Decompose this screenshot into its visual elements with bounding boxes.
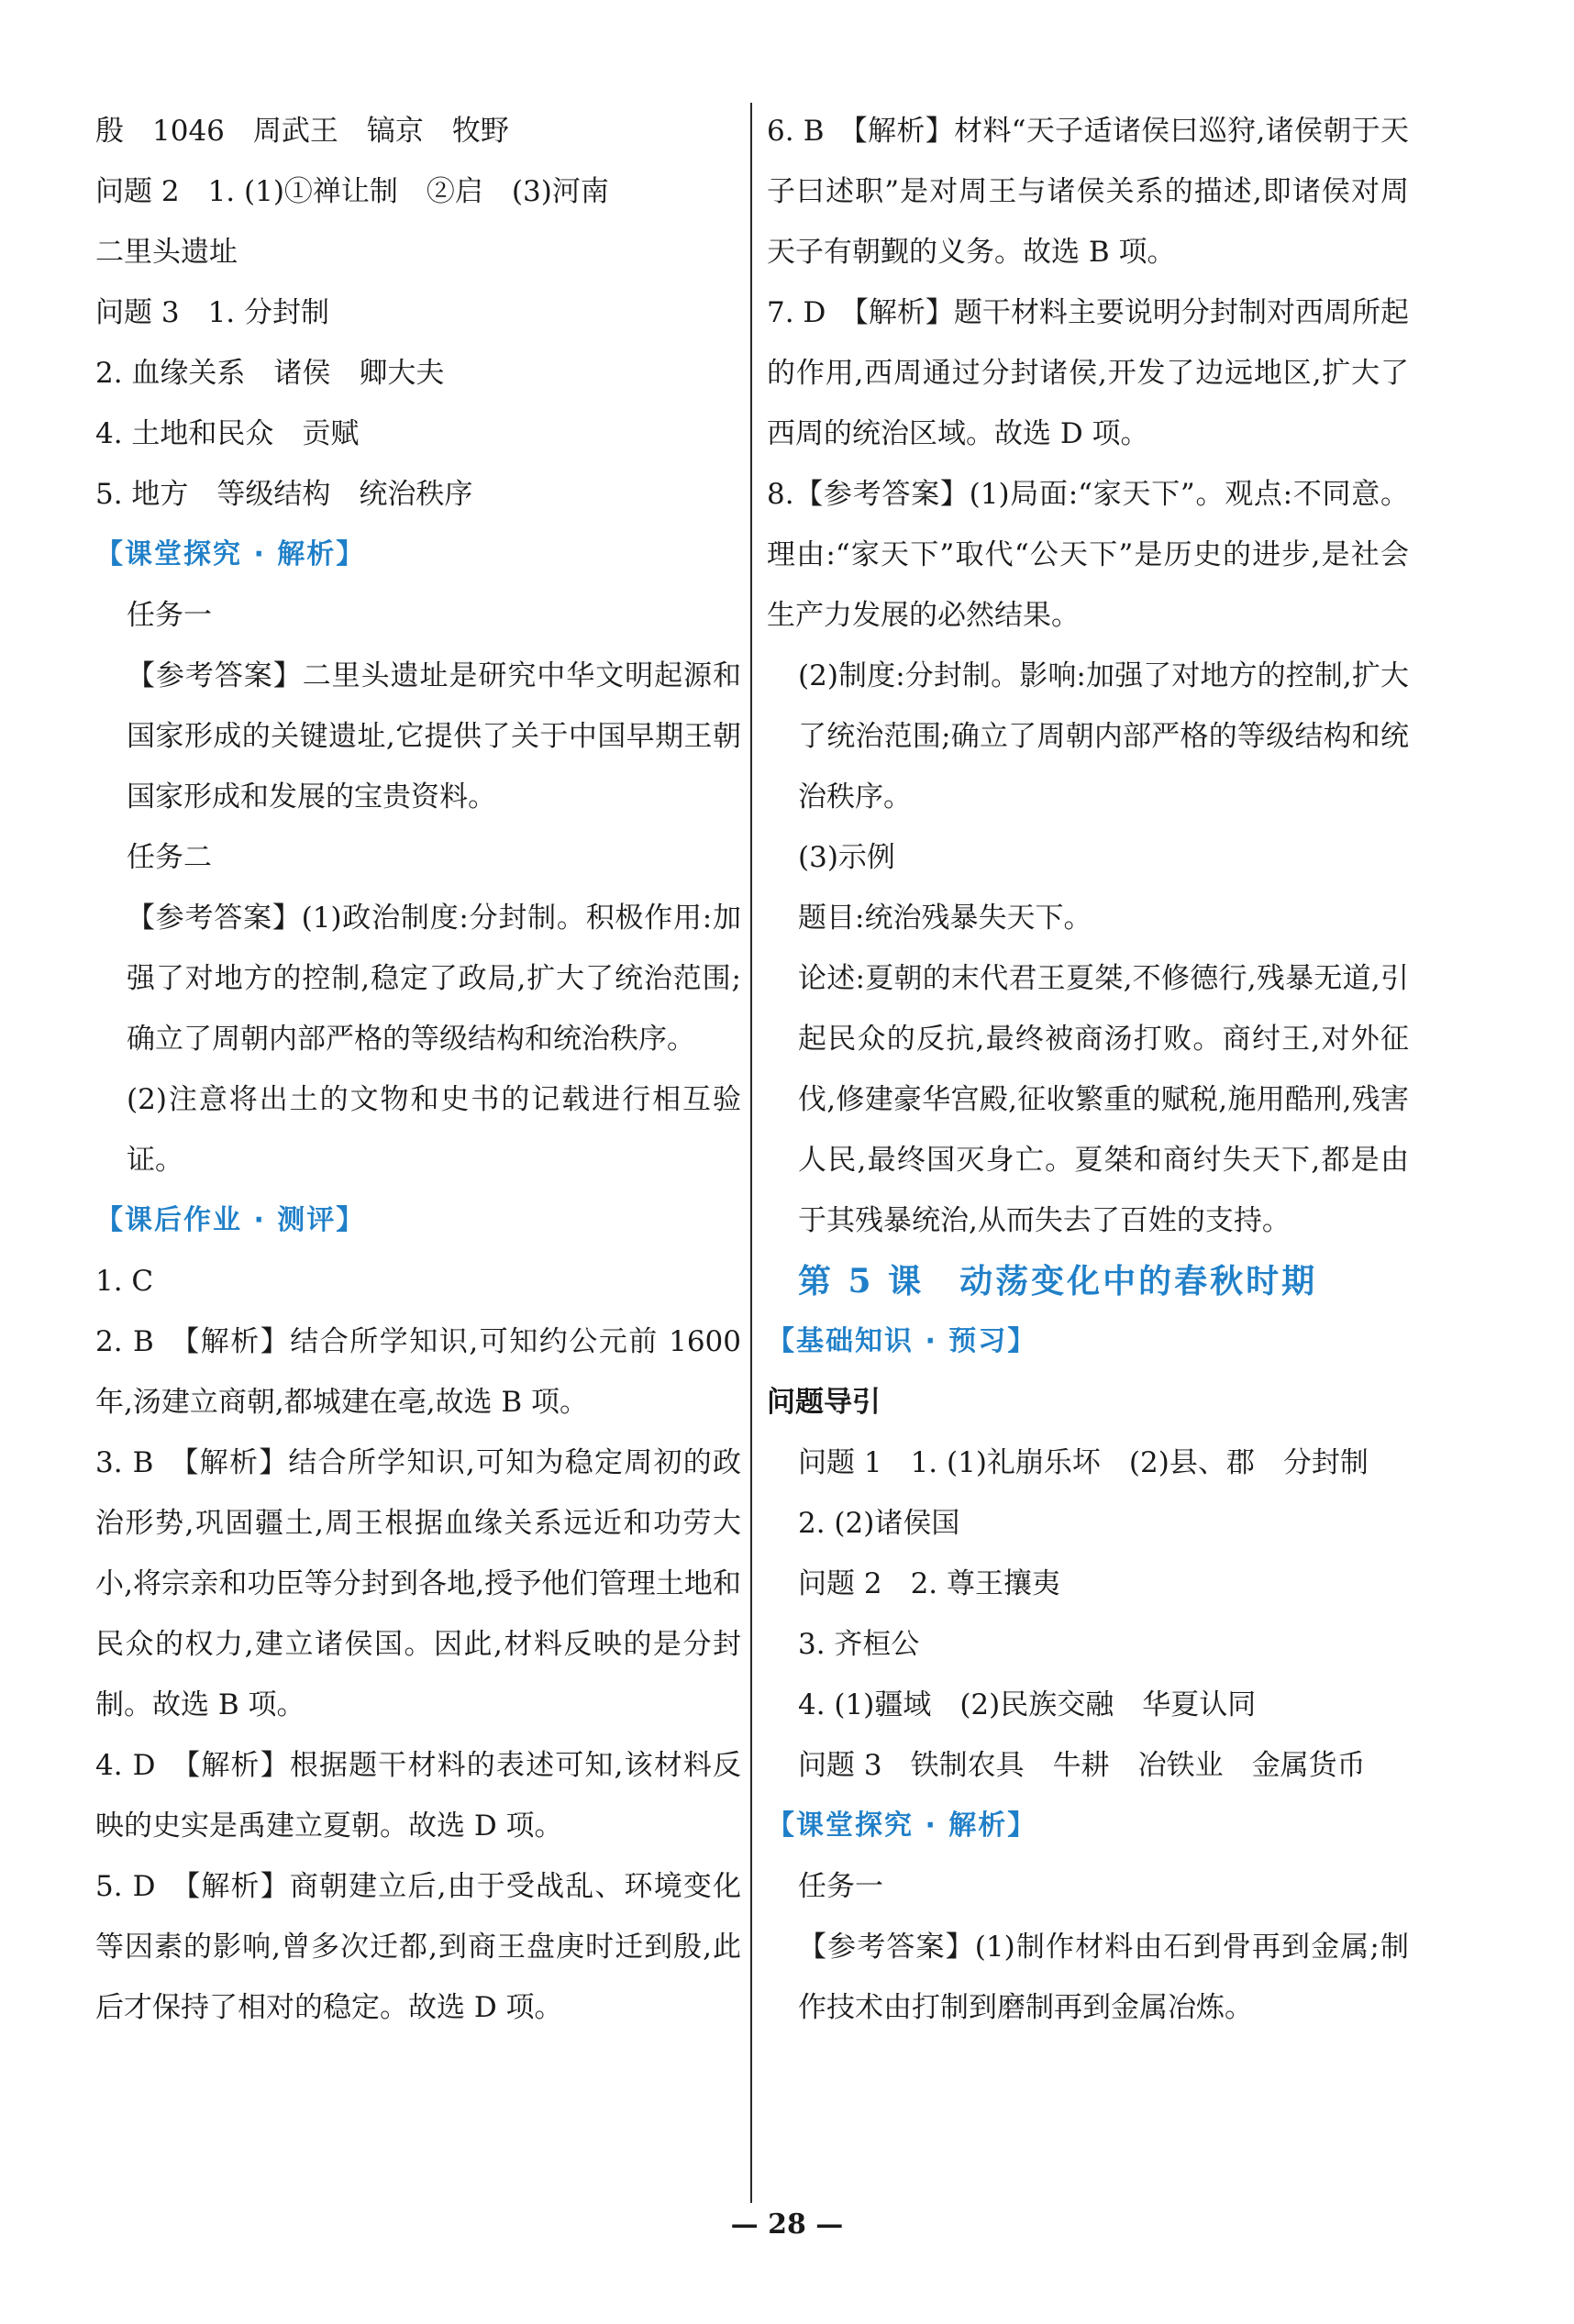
- answer-line: 4. (1)疆域 (2)民族交融 华夏认同: [798, 1688, 1257, 1721]
- question-answer: 7. D 【解析】题干材料主要说明分封制对西周所起的作用,西周通过分封诸侯,开发了边远地区,扩大了西周的统治区域。故选 D 项。: [767, 296, 1409, 450]
- question-answer: 2. B 【解析】结合所学知识,可知约公元前 1600 年,汤建立商朝,都城建在亳,故选 B 项。: [95, 1325, 741, 1419]
- answer-line: 问题 2 2. 尊王攘夷: [798, 1567, 1061, 1600]
- question-answer: 4. D 【解析】根据题干材料的表述可知,该材料反映的史实是禹建立夏朝。故选 D 项。: [95, 1749, 741, 1843]
- answer-line: 4. 土地和民众 贡赋: [95, 417, 360, 450]
- answer-line: 5. 地方 等级结构 统治秩序: [95, 478, 473, 511]
- answer-line: 2. 血缘关系 诸侯 卿大夫: [95, 357, 445, 390]
- section-heading: 【课后作业 · 测评】: [95, 1204, 366, 1236]
- answer-line: 问题 3 铁制农具 牛耕 冶铁业 金属货币: [798, 1749, 1366, 1782]
- section-heading: 【课堂探究 · 解析】: [95, 538, 366, 570]
- task-answer: 【参考答案】(1)政治制度:分封制。积极作用:加强了对地方的控制,稳定了政局,扩大了统治范围;确立了周朝内部严格的等级结构和统治秩序。: [127, 902, 741, 1056]
- question-answer: 论述:夏朝的末代君王夏桀,不修德行,残暴无道,引起民众的反抗,最终被商汤打败。商纣王,对外征伐,修建豪华宫殿,征收繁重的赋税,施用酷刑,残害人民,最终国灭身亡。夏桀和商纣失天下,都是由于其残暴统治,从而失去了百姓的支持。: [798, 962, 1409, 1237]
- question-answer: 题目:统治残暴失天下。: [798, 902, 1092, 935]
- answer-line: 问题 3 1. 分封制: [95, 296, 330, 329]
- answer-line: 殷 1046 周武王 镐京 牧野: [95, 115, 509, 148]
- task-title: 任务一: [127, 599, 212, 632]
- answer-line: 2. (2)诸侯国: [798, 1507, 960, 1540]
- answer-line: 3. 齐桓公: [798, 1628, 920, 1661]
- question-answer: 6. B 【解析】材料“天子适诸侯曰巡狩,诸侯朝于天子曰述职”是对周王与诸侯关系的描述,即诸侯对周天子有朝觐的义务。故选 B 项。: [767, 115, 1409, 269]
- question-answer: 1. C: [95, 1265, 154, 1298]
- section-heading: 【基础知识 · 预习】: [767, 1325, 1037, 1357]
- section-heading: 【课堂探究 · 解析】: [767, 1809, 1037, 1842]
- lesson-title: 第 5 课 动荡变化中的春秋时期: [798, 1262, 1318, 1300]
- question-answer: 3. B 【解析】结合所学知识,可知为稳定周初的政治形势,巩固疆土,周王根据血缘关系远近和功劳大小,将宗亲和功臣等分封到各地,授予他们管理土地和民众的权力,建立诸侯国。因此,材料反映的是分封制。故选 B 项。: [95, 1446, 741, 1721]
- task-title: 任务一: [798, 1870, 883, 1903]
- right-column: [767, 101, 1409, 2038]
- left-column: [95, 101, 741, 2038]
- task-title: 任务二: [127, 841, 212, 874]
- task-answer: 【参考答案】二里头遗址是研究中华文明起源和国家形成的关键遗址,它提供了关于中国早期王朝国家形成和发展的宝贵资料。: [127, 659, 741, 813]
- guide-heading: 问题导引: [767, 1386, 881, 1419]
- question-answer: 8.【参考答案】(1)局面:“家天下”。观点:不同意。理由:“家天下”取代“公天下”是历史的进步,是社会生产力发展的必然结果。: [767, 478, 1409, 632]
- task-answer: (2)注意将出土的文物和史书的记载进行相互验证。: [127, 1083, 741, 1177]
- answer-line: 问题 2 1. (1)①禅让制 ②启 (3)河南: [95, 175, 609, 208]
- question-answer: (2)制度:分封制。影响:加强了对地方的控制,扩大了统治范围;确立了周朝内部严格的等级结构和统治秩序。: [798, 659, 1409, 813]
- task-answer: 【参考答案】(1)制作材料由石到骨再到金属;制作技术由打制到磨制再到金属冶炼。: [798, 1931, 1409, 2024]
- answer-line: 二里头遗址: [95, 236, 238, 269]
- column-divider: [750, 103, 752, 2203]
- question-answer: 5. D 【解析】商朝建立后,由于受战乱、环境变化等因素的影响,曾多次迁都,到商王盘庚时迁到殷,此后才保持了相对的稳定。故选 D 项。: [95, 1870, 741, 2024]
- page-number: — 28 —: [730, 2208, 844, 2241]
- question-answer: (3)示例: [798, 841, 895, 874]
- answer-line: 问题 1 1. (1)礼崩乐坏 (2)县、郡 分封制: [798, 1446, 1369, 1479]
